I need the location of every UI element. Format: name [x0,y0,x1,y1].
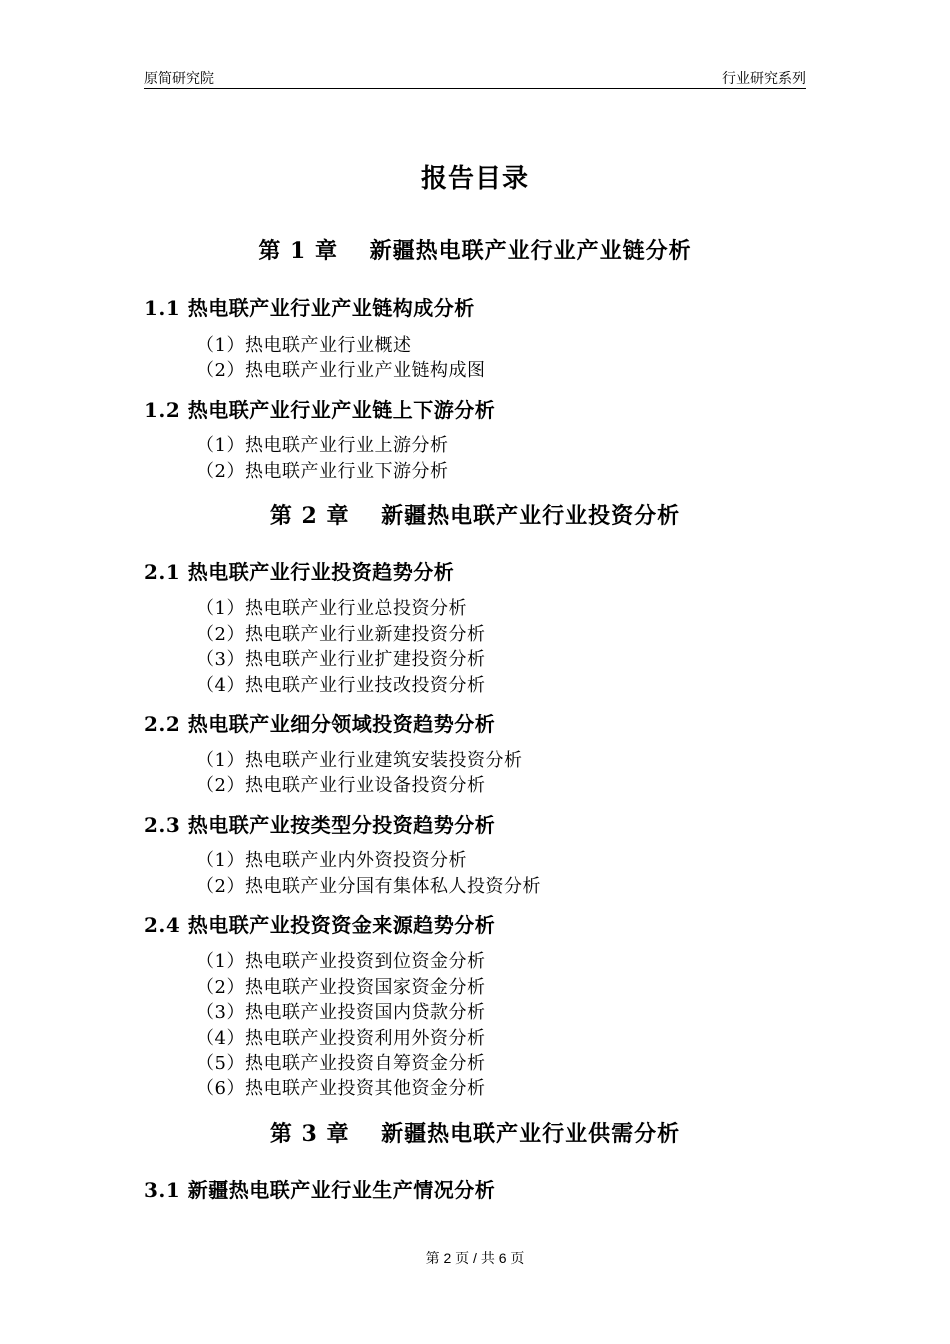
toc-item: （1）热电联产业投资到位资金分析 [196,951,486,972]
section-2-3-heading: 2.3 热电联产业按类型分投资趋势分析 [144,813,496,837]
section-2-2-heading: 2.2 热电联产业细分领域投资趋势分析 [144,712,496,736]
section-3-1-heading: 3.1 新疆热电联产业行业生产情况分析 [144,1178,496,1202]
toc-item: （2）热电联产业行业新建投资分析 [196,624,486,645]
header-org: 原简研究院 [144,70,214,86]
toc-item: （1）热电联产业行业上游分析 [196,435,449,456]
toc-item: （2）热电联产业分国有集体私人投资分析 [196,876,541,897]
toc-item: （1）热电联产业行业总投资分析 [196,598,467,619]
report-title: 报告目录 [420,164,529,194]
section-1-2-heading: 1.2 热电联产业行业产业链上下游分析 [144,398,496,422]
toc-item: （2）热电联产业行业设备投资分析 [196,775,486,796]
toc-item: （3）热电联产业投资国内贷款分析 [196,1002,486,1023]
toc-item: （6）热电联产业投资其他资金分析 [196,1078,486,1099]
toc-item: （3）热电联产业行业扩建投资分析 [196,649,486,670]
page-footer: 第 2 页 / 共 6 页 [425,1250,525,1266]
toc-item: （1）热电联产业内外资投资分析 [196,850,467,871]
toc-item: （4）热电联产业行业技改投资分析 [196,675,486,696]
chapter-1-heading: 第 1 章 新疆热电联产业行业产业链分析 [258,238,692,264]
toc-item: （1）热电联产业行业概述 [196,335,412,356]
chapter-2-heading: 第 2 章 新疆热电联产业行业投资分析 [269,503,681,529]
toc-item: （2）热电联产业行业产业链构成图 [196,360,486,381]
toc-item: （5）热电联产业投资自筹资金分析 [196,1053,486,1074]
toc-item: （4）热电联产业投资利用外资分析 [196,1028,486,1049]
section-2-4-heading: 2.4 热电联产业投资资金来源趋势分析 [144,913,496,937]
toc-item: （1）热电联产业行业建筑安装投资分析 [196,750,523,771]
toc-item: （2）热电联产业投资国家资金分析 [196,977,486,998]
header-series: 行业研究系列 [722,70,806,86]
chapter-3-heading: 第 3 章 新疆热电联产业行业供需分析 [269,1121,681,1147]
section-2-1-heading: 2.1 热电联产业行业投资趋势分析 [144,560,455,584]
section-1-1-heading: 1.1 热电联产业行业产业链构成分析 [144,296,475,320]
page-header [144,68,806,89]
toc-item: （2）热电联产业行业下游分析 [196,461,449,482]
